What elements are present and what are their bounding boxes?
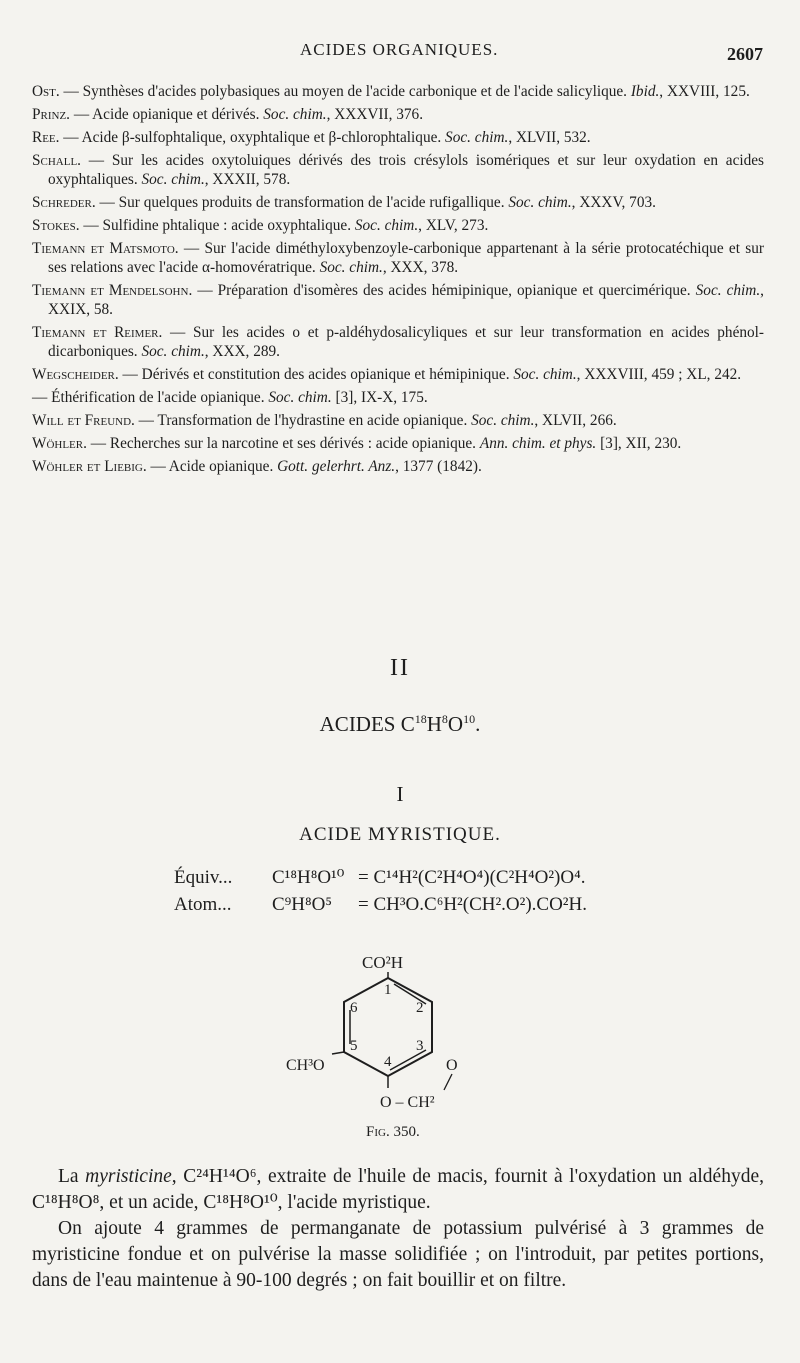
reference-title: — Synthèses d'acides polybasiques au moyen de l'acide carbonique et de l'acide salicylique. [59, 83, 631, 100]
section-number: II [390, 655, 410, 681]
reference-entry [32, 128, 764, 147]
reference-entry [32, 239, 764, 277]
reference-journal: Soc. chim. [513, 366, 577, 383]
reference-volume: , XLVII, 266. [534, 412, 617, 429]
ring-position-2: 2 [416, 1000, 424, 1016]
reference-volume: , XLVII, 532. [508, 129, 591, 146]
reference-author: Wöhler. [32, 435, 87, 452]
reference-journal: Gott. gelerhrt. Anz. [277, 458, 396, 475]
reference-title: — Acide opianique et dérivés. [70, 106, 264, 123]
reference-journal: Soc. chim. [141, 343, 205, 360]
methoxy-group-label: CH³O [286, 1057, 325, 1074]
reference-volume: , XXXV, 703. [571, 194, 656, 211]
reference-journal: Soc. chim. [445, 129, 509, 146]
reference-volume: , XLV, 273. [418, 217, 489, 234]
structural-formula-diagram [270, 940, 500, 1120]
reference-volume: [3], XII, 230. [596, 435, 682, 452]
reference-author: Ost. [32, 83, 60, 100]
page-number: 2607 [727, 44, 763, 64]
ring-position-5: 5 [350, 1038, 358, 1054]
reference-title: — Dérivés et constitution des acides opianique et hémipinique. [118, 366, 514, 383]
reference-journal: Ibid. [630, 83, 660, 100]
ring-position-4: 4 [384, 1054, 392, 1070]
atom-rhs: = CH³O.C⁶H²(CH².O²).CO²H. [358, 894, 587, 915]
methylene-bond-right [444, 1074, 452, 1090]
section-title: ACIDES $C^{18}H^8O^{10}$. [319, 712, 481, 736]
reference-entry [32, 323, 764, 361]
reference-title: — Sur l'acide diméthyloxybenzoyle-carbonique appartenant à la série protocatéchique et sur ses relations avec l'acide α-homovératrique. [48, 240, 764, 276]
reference-entry [32, 216, 764, 235]
reference-entry [32, 151, 764, 189]
reference-author: Stokes. [32, 217, 80, 234]
reference-entry [32, 365, 764, 384]
ring-oxygen-label: O [446, 1057, 458, 1074]
ring-position-6: 6 [350, 1000, 358, 1016]
compound-heading: ACIDE MYRISTIQUE. [299, 824, 501, 845]
paragraph-myristicine: La myristicine, C²⁴H¹⁴O⁶, extraite de l'huile de macis, fournit à l'oxydation un aldéhyde, C¹⁸H⁸O⁸, et un acide, C¹⁸H⁸O¹⁰, l'acide myristique. [32, 1166, 764, 1213]
ring-position-1: 1 [384, 982, 392, 998]
reference-volume: , XXIX, 58. [48, 282, 764, 318]
reference-title: — Sur quelques produits de transformation de l'acide rufigallique. [95, 194, 509, 211]
reference-entry [32, 388, 764, 407]
reference-entry [32, 193, 764, 212]
reference-title: — Acide β-sulfophtalique, oxyphtalique et β-chlorophtalique. [59, 129, 446, 146]
reference-title: — Acide opianique. [146, 458, 278, 475]
reference-entry [32, 457, 764, 476]
reference-journal: Soc. chim. [263, 106, 327, 123]
reference-volume: , XXVIII, 125. [659, 83, 750, 100]
reference-title: — Recherches sur la narcotine et ses dérivés : acide opianique. [86, 435, 480, 452]
reference-title: — Préparation d'isomères des acides hémipinique, opianique et quercimérique. [192, 282, 696, 299]
carboxyl-group-label: CO²H [362, 953, 403, 972]
equiv-label: Équiv... [174, 867, 233, 888]
running-title: ACIDES ORGANIQUES. [300, 40, 499, 59]
reference-journal: Ann. chim. et phys. [479, 435, 597, 452]
body-text [32, 1164, 764, 1294]
reference-title: — Transformation de l'hydrastine en acide opianique. [134, 412, 472, 429]
reference-journal: Soc. chim. [471, 412, 535, 429]
bibliography-list [32, 82, 764, 480]
equiv-rhs: = C¹⁴H²(C²H⁴O⁴)(C²H⁴O²)O⁴. [358, 867, 586, 888]
reference-title: — Sur les acides oxytoluiques dérivés des trois crésylols isomériques et sur leur oxydation en acides oxyphtaliques. [48, 152, 764, 188]
reference-author: Ree. [32, 129, 60, 146]
reference-author: Wöhler et Liebig. [32, 458, 147, 475]
reference-journal: Soc. chim. [508, 194, 572, 211]
atomic-formula [174, 894, 587, 916]
reference-entry [32, 434, 764, 453]
reference-journal: Soc. chim. [141, 171, 205, 188]
reference-author: Wegscheider. [32, 366, 119, 383]
reference-title: — Sur les acides o et p-aldéhydosalicyliques et sur leur transformation en acides phénol-dicarboniques. [48, 324, 764, 360]
reference-journal: Soc. chim. [354, 217, 419, 234]
reference-author: Tiemann et Reimer. [32, 324, 163, 341]
reference-title: — Éthérification de l'acide opianique. [32, 389, 269, 406]
reference-volume: , XXXII, 578. [204, 171, 291, 188]
atom-label: Atom... [174, 894, 232, 915]
reference-volume: , XXXVII, 376. [326, 106, 424, 123]
reference-volume: , XXXVIII, 459 ; XL, 242. [576, 366, 742, 383]
reference-author: Tiemann et Mendelsohn. [32, 282, 193, 299]
reference-volume: , 1377 (1842). [395, 458, 482, 475]
reference-volume: , XXX, 289. [204, 343, 280, 360]
reference-journal: Soc. chim. [695, 282, 761, 299]
reference-author: Prinz. [32, 106, 70, 123]
equiv-lhs: C¹⁸H⁸O¹⁰ [272, 867, 345, 888]
reference-entry [32, 82, 764, 101]
compound-name-italic: myristicine [85, 1166, 172, 1187]
reference-entry [32, 281, 764, 319]
reference-volume: , XXX, 378. [382, 259, 459, 276]
figure-caption: Fig. 350. [366, 1124, 420, 1140]
reference-entry [32, 105, 764, 124]
methylenedioxy-group-label: O – CH² [380, 1094, 435, 1111]
subsection-number: I [396, 782, 404, 806]
reference-volume: [3], IX-X, 175. [331, 389, 428, 406]
reference-title: — Sulfidine phtalique : acide oxyphtalique. [79, 217, 355, 234]
page-header [0, 40, 800, 70]
methoxy-bond [332, 1052, 344, 1054]
reference-entry [32, 411, 764, 430]
reference-journal: Soc. chim. [268, 389, 332, 406]
atom-lhs: C⁹H⁸O⁵ [272, 894, 332, 915]
ring-position-3: 3 [416, 1038, 424, 1054]
reference-author: Schreder. [32, 194, 96, 211]
reference-author: Tiemann et Matsmoto. [32, 240, 179, 257]
reference-author: Will et Freund. [32, 412, 135, 429]
paragraph-procedure: On ajoute 4 grammes de permanganate de potassium pulvérisé à 3 grammes de myristicine fondue et on pulvérise la masse solidifiée ; on l'introduit, par petites portions, dans de l'eau maintenue à 90-100 degrés ; on fait bouillir et on filtre. [32, 1218, 764, 1291]
equivalent-formula [174, 866, 585, 889]
reference-journal: Soc. chim. [319, 259, 383, 276]
reference-author: Schall. [32, 152, 81, 169]
